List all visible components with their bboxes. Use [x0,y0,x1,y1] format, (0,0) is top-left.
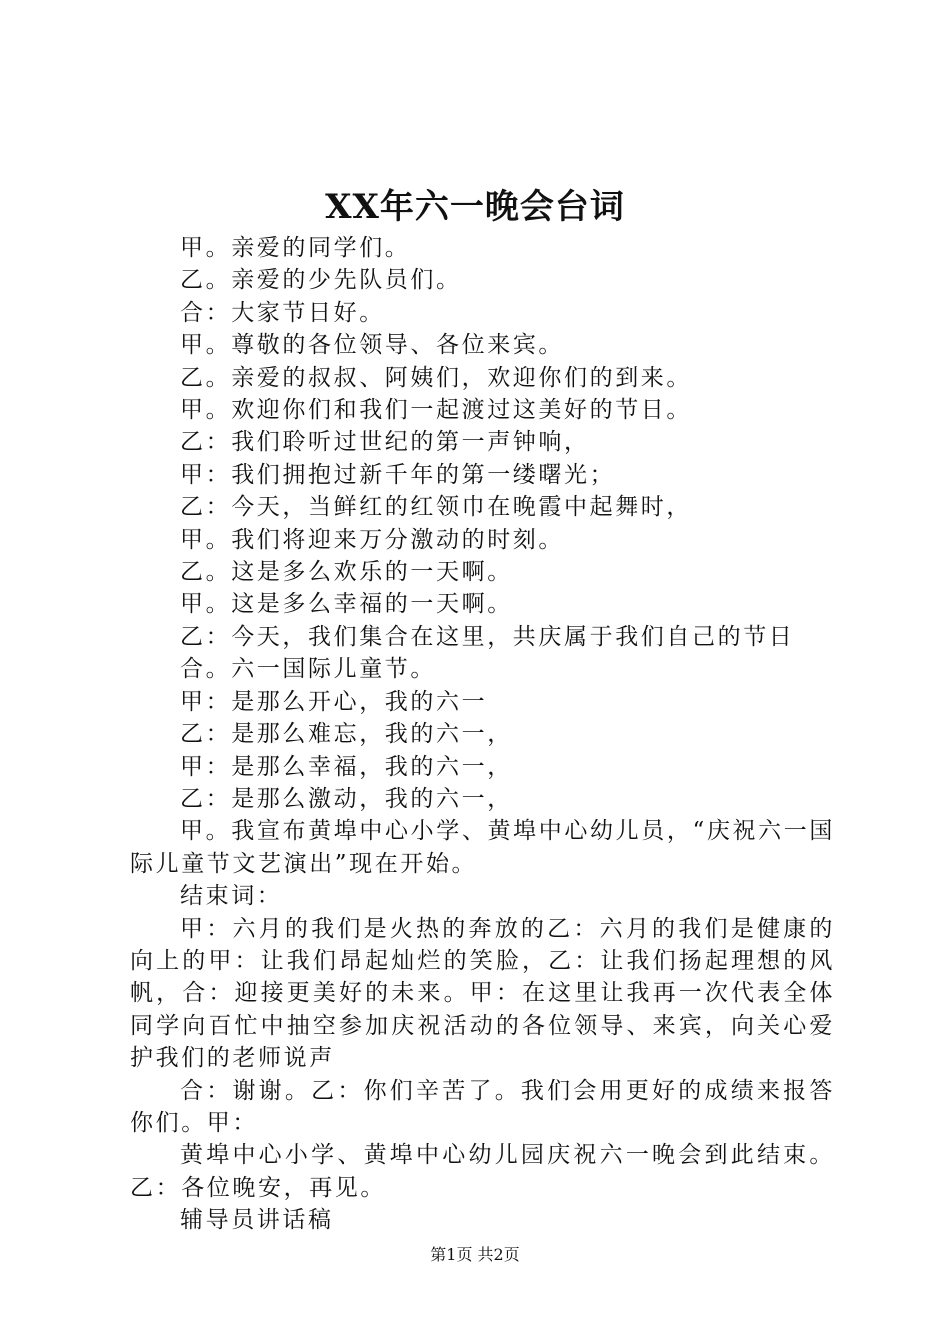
script-line: 甲。尊敬的各位领导、各位来宾。 [180,332,564,359]
closing-paragraph: 合：谢谢。乙：你们辛苦了。我们会用更好的成绩来报答你们。甲： [130,1077,835,1136]
script-line: 乙：今天，我们集合在这里，共庆属于我们自己的节日 [180,623,795,650]
script-line: 乙。亲爱的叔叔、阿姨们，欢迎你们的到来。 [180,364,692,391]
closing-paragraph: 黄埠中心小学、黄埠中心幼儿园庆祝六一晚会到此结束。乙：各位晚安，再见。 [130,1142,835,1201]
script-line: 乙：我们聆听过世纪的第一声钟响， [180,429,590,456]
script-line: 乙：是那么难忘，我的六一， [180,721,513,748]
closing-paragraph: 甲：六月的我们是火热的奔放的乙：六月的我们是健康的向上的甲：让我们昂起灿烂的笑脸，乙：让我们扬起理想的风帆，合：迎接更美好的未来。甲：在这里让我再一次代表全体同学向百忙中抽空参加庆祝活动的各位领导、来宾，向关心爱护我们的老师说声 [130,915,835,1072]
document-title: XX年六一晚会台词 [325,187,625,227]
script-line: 甲：是那么开心，我的六一 [180,688,488,715]
document-body [130,232,835,1237]
page-number: 第1页 共2页 [430,1245,520,1264]
script-line: 乙。这是多么欢乐的一天啊。 [180,559,513,586]
script-line: 甲：我们拥抱过新千年的第一缕曙光； [180,461,616,488]
script-line: 甲。这是多么幸福的一天啊。 [180,591,513,618]
script-line: 甲。我们将迎来万分激动的时刻。 [180,526,564,553]
announce-paragraph: 甲。我宣布黄埠中心小学、黄埠中心幼儿员，“庆祝六一国际儿童节文艺演出”现在开始。 [130,818,835,877]
script-line: 甲：是那么幸福，我的六一， [180,753,513,780]
script-line: 甲。欢迎你们和我们一起渡过这美好的节日。 [180,397,692,424]
closing-heading: 结束词： [180,883,283,910]
script-line: 合：大家节日好。 [180,299,385,326]
script-line: 乙。亲爱的少先队员们。 [180,267,462,294]
script-line: 乙：今天，当鲜红的红领巾在晚霞中起舞时， [180,494,692,521]
next-section-heading: 辅导员讲话稿 [180,1207,334,1234]
script-line: 甲。亲爱的同学们。 [180,235,411,261]
script-line: 乙：是那么激动，我的六一， [180,785,513,812]
script-line: 合。六一国际儿童节。 [180,656,436,683]
